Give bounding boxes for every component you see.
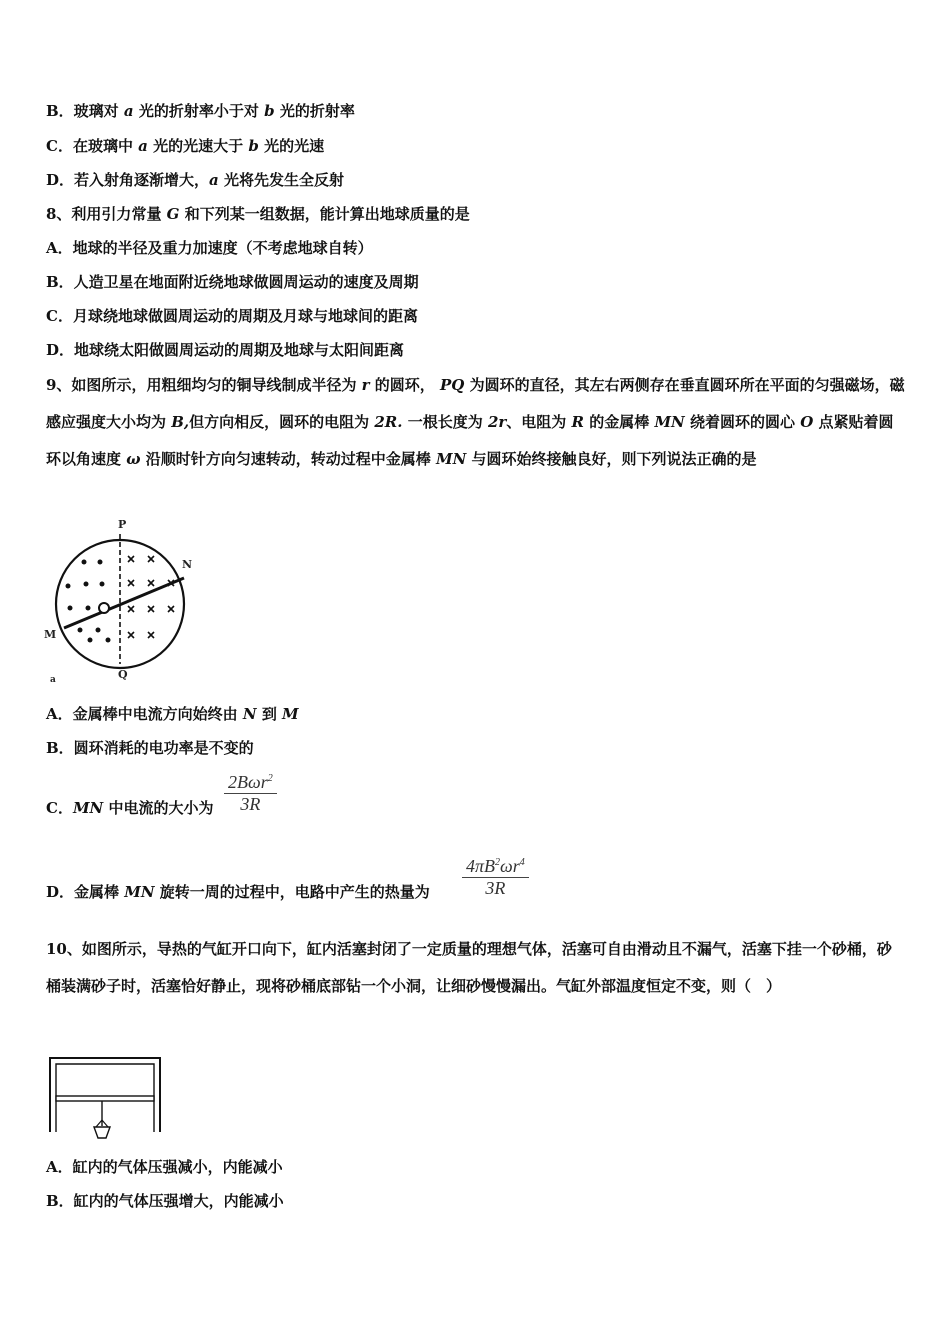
q9-option-d-fraction: $\frac{4\pi B^2\omega r^4}{3R}$ (462, 856, 529, 899)
label-q: Q (118, 668, 128, 681)
sand-bucket (94, 1127, 110, 1138)
q10-option-b: B．缸内的气体压强增大，内能减小 (46, 1192, 284, 1210)
q9-option-c-fraction: 2Bωr$^2$ 3R (224, 772, 277, 815)
q9-stem: 9、如图所示，用粗细均匀的铜导线制成半径为 r 的圆环， PQ 为圆环的直径，其左右两侧存在垂直圆环所在平面的匀强磁场，磁感应强度大小均为 B,但方向相反，圆环的电阻为 2R. 一根长度为 2r、电阻为 R 的金属棒 MN 绕着圆环的圆心 O 点紧贴着圆环以角速度 ω 沿顺时针方向匀速转动，转动过程中金属棒 MN 与圆环始终接触良好，则下列说法正确的是 (46, 376, 905, 468)
label-m: M (44, 628, 57, 641)
q8-option-d: D．地球绕太阳做圆周运动的周期及地球与太阳间距离 (46, 341, 405, 359)
cylinder-wall (50, 1058, 160, 1132)
q10-option-a: A．缸内的气体压强减小，内能减小 (46, 1158, 283, 1176)
q7-option-c: C．在玻璃中 a 光的光速大于 b 光的光速 (46, 137, 325, 155)
label-p: P (118, 518, 127, 531)
piston (56, 1096, 154, 1101)
label-corner: a (50, 675, 56, 685)
q9-option-b: B．圆环消耗的电功率是不变的 (46, 739, 254, 757)
q8-option-a: A．地球的半径及重力加速度（不考虑地球自转） (46, 239, 373, 257)
q7-option-d: D．若入射角逐渐增大，a 光将先发生全反射 (46, 171, 344, 189)
rod-mn (64, 578, 184, 628)
q8-option-c: C．月球绕地球做圆周运动的周期及月球与地球间的距离 (46, 307, 418, 325)
q7-option-b: B．玻璃对 a 光的折射率小于对 b 光的折射率 (46, 102, 355, 120)
q8-option-b: B．人造卫星在地面附近绕地球做圆周运动的速度及周期 (46, 273, 419, 291)
q8-stem: 8、利用引力常量 G 和下列某一组数据，能计算出地球质量的是 (46, 205, 470, 223)
q9-ring-figure (40, 512, 200, 688)
dots-out-of-page (66, 560, 111, 643)
q10-stem: 10、如图所示，导热的气缸开口向下，缸内活塞封闭了一定质量的理想气体，活塞可自由滑动且不漏气，活塞下挂一个砂桶，砂桶装满砂子时，活塞恰好静止，现将砂桶底部钻一个小洞，让细砂慢慢漏出。气缸外部温度恒定不变，则（ ） (46, 940, 892, 995)
label-n: N (182, 558, 193, 571)
q9-option-d: D．金属棒 MN 旋转一周的过程中，电路中产生的热量为 (46, 883, 430, 901)
q9-option-c: C．MN 中电流的大小为 (46, 799, 214, 817)
q10-cylinder-figure (46, 1054, 166, 1146)
center-o (99, 603, 109, 613)
q9-option-a: A．金属棒中电流方向始终由 N 到 M (46, 705, 299, 723)
